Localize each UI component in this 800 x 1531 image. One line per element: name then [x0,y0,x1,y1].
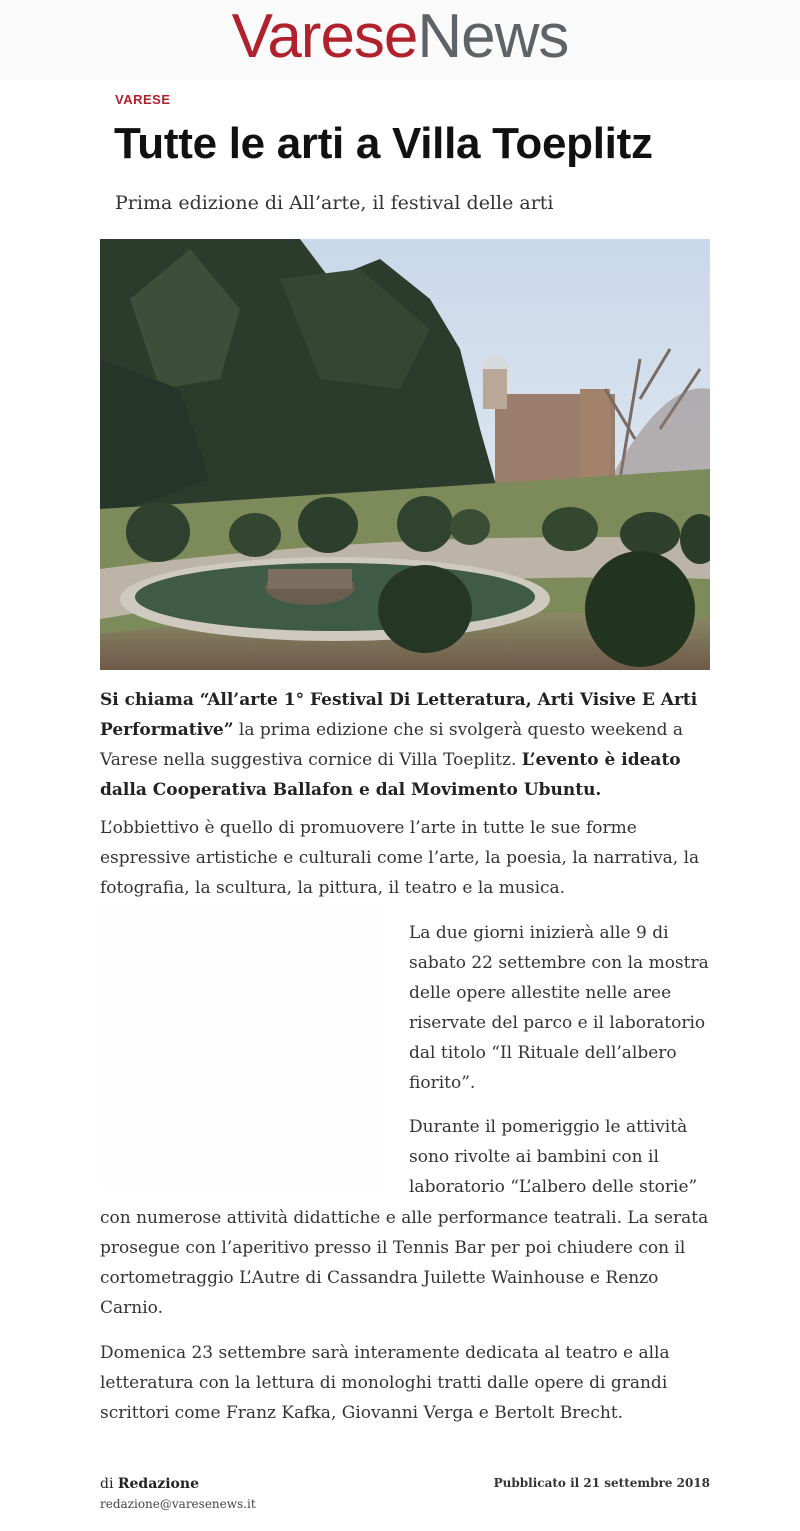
category-label[interactable]: VARESE [115,92,171,107]
article-subtitle: Prima edizione di All’arte, il festival delle arti [115,192,554,214]
ad-placeholder [100,910,385,1185]
article-photo [100,239,710,670]
logo-news: News [417,2,569,71]
intro-bold-2: L’evento è ideato dalla Cooperativa Ballafon e dal Movimento Ubuntu. [100,750,681,800]
paragraph-sunday: Domenica 23 settembre sarà interamente dedicata al teatro e alla letteratura con la lettura di monologhi tratti dalle opere di grandi scrittori come Franz Kafka, Giovanni Verga e Bertolt Brecht. [100,1343,670,1423]
site-logo[interactable] [0,2,800,72]
intro-bold-1: Si chiama “All’arte 1° Festival Di Letteratura, Arti Visive E Arti Performative” [100,690,698,740]
logo-varese: Varese [231,2,418,71]
published-date: Pubblicato il 21 settembre 2018 [493,1476,710,1490]
paragraph-evening: con numerose attività didattiche e alle performance teatrali. La serata prosegue con l’aperitivo presso il Tennis Bar per poi chiudere con il cortometraggio L’Autre di Cassandra Juilette Wainhouse e Renzo Carnio. [100,1208,709,1318]
site-header [0,0,800,80]
author-name[interactable]: Redazione [117,1476,199,1492]
paragraph-afternoon: Durante il pomeriggio le attività sono rivolte ai bambini con il laboratorio “L’albero delle storie” [409,1117,698,1197]
paragraph-objective: L’obbiettivo è quello di promuovere l’arte in tutte le sue forme espressive artistiche e culturali come l’arte, la poesia, la narrativa, la fotografia, la scultura, la pittura, il teatro e la musica. [100,818,700,898]
intro-text: la prima edizione che si svolgerà questo weekend a Varese nella suggestiva cornice di Villa Toeplitz. [100,720,684,770]
author-byline [100,1476,199,1492]
author-prefix: di [100,1476,118,1492]
author-email[interactable]: redazione@varesenews.it [100,1497,256,1511]
article-title: Tutte le arti a Villa Toeplitz [114,119,653,168]
paragraph-saturday: La due giorni inizierà alle 9 di sabato 22 settembre con la mostra delle opere allestite nelle aree riservate del parco e il laboratorio dal titolo “Il Rituale dell’albero fiorito”. [409,923,709,1093]
paragraph-intro [100,685,710,805]
